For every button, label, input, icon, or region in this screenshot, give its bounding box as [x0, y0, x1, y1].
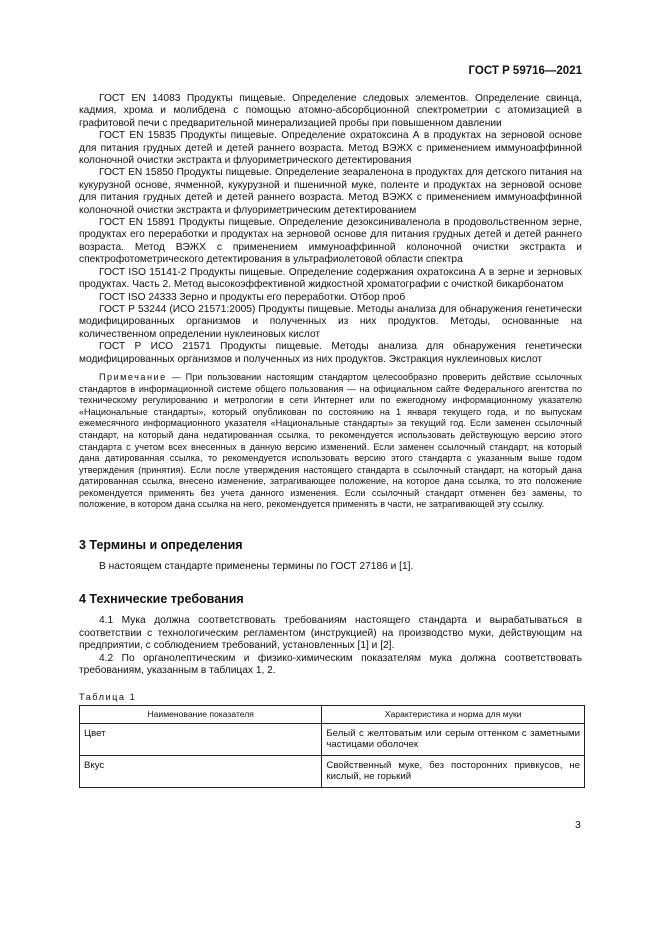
table-caption: Таблица 1 [79, 691, 137, 702]
section-4-paragraph-2: 4.2 По органолептическим и физико-химическим показателям мука должна соответствовать требованиям, указанным в таблицах 1, 2. [79, 652, 582, 677]
table-row [80, 755, 585, 787]
table-cell: Свойственный муке, без посторонних привкусов, не кислый, не горький [322, 755, 585, 787]
table-header-row [80, 705, 585, 723]
table-header-cell: Наименование показателя [80, 705, 322, 723]
table-header-cell: Характеристика и норма для муки [322, 705, 585, 723]
note-text: — При пользовании настоящим стандартом целесообразно проверить действие ссылочных стандартов в информационной системе общего пользования — на официальном сайте Федерального агентства по техническому регулированию и метрологии в сети Интернет или по ежегодному информационному указателю «Национальные стандарты», который опубликован по состоянию на 1 января текущего года, и по выпускам ежемесячного информационного указателя «Национальные стандарты» за текущий год. Если заменен ссылочный стандарт, на который дана недатированная ссылка, то рекомендуется использовать действующую версию этого стандарта с учетом всех внесенных в данную версию изменений. Если заменен ссылочный стандарт, на который дана датированная ссылка, то рекомендуется использовать версию этого стандарта с указанным выше годом утверждения (принятия). Если после утверждения настоящего стандарта в ссылочный стандарт, на который дана датированная ссылка, внесено изменение, затрагивающее положение, на которое дана ссылка, то это положение рекомендуется применять без учета данного изменения. Если ссылочный стандарт отменен без замены, то положение, в котором дана ссылка на него, рекомендуется применять в части, не затрагивающей эту ссылку. [79, 371, 582, 510]
section-4-paragraph-1: 4.1 Мука должна соответствовать требованиям настоящего стандарта и вырабатываться в соответствии с технологическим регламентом (инструкцией) на производство муки, действующим на предприятии, с соблюдением требований, установленных [1] и [2]. [79, 615, 582, 652]
reference-item: ГОСТ Р ИСО 21571 Продукты пищевые. Методы анализа для обнаружения генетически модифицированных организмов и полученных из них продуктов. Экстракция нуклеиновых кислот [79, 341, 582, 365]
table-1 [79, 705, 585, 788]
document-header-id: ГОСТ Р 59716—2021 [468, 65, 582, 77]
reference-item: ГОСТ ISO 15141-2 Продукты пищевые. Определение содержания охратоксина А в зерне и зерновых продуктах. Часть 2. Метод высокоэффективной жидкостной хроматографии с очисткой бикарбонатом [79, 266, 582, 291]
page-number: 3 [575, 819, 581, 831]
reference-item: ГОСТ ISO 24333 Зерно и продукты его переработки. Отбор проб [99, 291, 406, 303]
reference-item: ГОСТ EN 14083 Продукты пищевые. Определение следовых элементов. Определение свинца, кадмия, хрома и молибдена с помощью атомно-абсорбционной спектрометрии с атомизацией в графитовой печи с предварительной минерализацией пробы при повышенном давлении [79, 93, 582, 129]
note-paragraph [79, 372, 582, 511]
note-label: Примечание [99, 371, 167, 382]
section-3-title: 3 Термины и определения [79, 538, 243, 553]
table-row [80, 723, 585, 755]
table-cell: Белый с желтоватым или серым оттенком с заметными частицами оболочек [322, 723, 585, 755]
reference-item: ГОСТ Р 53244 (ИСО 21571:2005) Продукты пищевые. Методы анализа для обнаружения генетически модифицированных организмов и полученных из них продуктов. Методы, основанные на количественном определении нуклеиновых кислот [79, 303, 582, 340]
section-4-title: 4 Технические требования [79, 592, 244, 607]
table-cell: Цвет [80, 723, 322, 755]
reference-item: ГОСТ EN 15891 Продукты пищевые. Определение дезоксиниваленола в продовольственном зерне, продуктах его переработки и продуктах на зерновой основе для питания грудных детей и детей раннего возраста. Метод ВЭЖХ с применением иммуноаффинной колоночной очистки экстракта и спектрофотометрического детектирования в ультрафиолетовой области спектра [79, 217, 582, 266]
reference-item: ГОСТ EN 15835 Продукты пищевые. Определение охратоксина А в продуктах на зерновой основе для питания грудных детей и детей раннего возраста. Метод ВЭЖХ с применением иммуноаффинной колоночной очистки экстракта и флуориметрического детектирования [79, 130, 582, 167]
table-cell: Вкус [80, 755, 322, 787]
reference-item: ГОСТ EN 15850 Продукты пищевые. Определение зеараленона в продуктах для детского питания на кукурузной основе, ячменной, кукурузной и пшеничной муке, поленте и продуктах на зерновой основе для питания грудных детей и детей раннего возраста. Метод ВЭЖХ с применением иммуноаффинной колоночной очистки экстракта и флуориметрическим детектированием [79, 167, 582, 216]
page-content [79, 93, 582, 788]
section-3-text: В настоящем стандарте применены термины по ГОСТ 27186 и [1]. [99, 561, 414, 573]
